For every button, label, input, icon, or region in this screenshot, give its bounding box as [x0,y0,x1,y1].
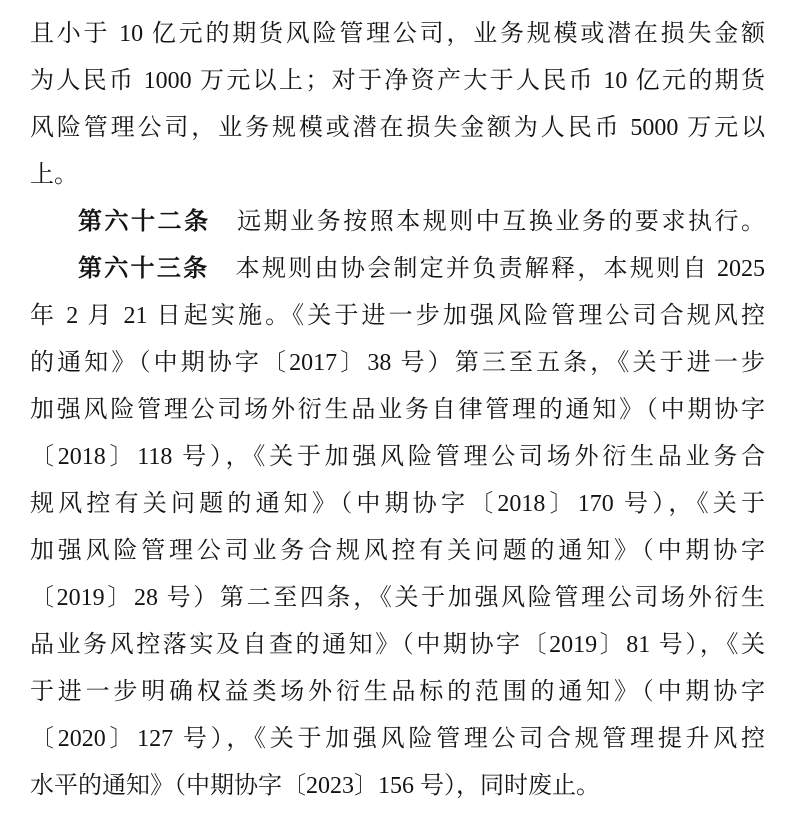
text-line [30,199,765,246]
line-text: 上。 [30,162,78,188]
text-line [30,716,765,763]
text-line [30,11,765,58]
text-line [30,340,765,387]
line-text: 且小于 10 亿元的期货风险管理公司，业务规模或潜在损失金额 [30,21,765,47]
line-text: 远期业务按照本规则中互换业务的要求执行。 [210,209,765,235]
article-number: 第六十二条 [78,209,211,235]
text-line [30,246,765,293]
line-text: 加强风险管理公司场外衍生品业务自律管理的通知》（中期协字 [30,397,765,423]
text-line [30,622,765,669]
line-text: 风险管理公司，业务规模或潜在损失金额为人民币 5000 万元以 [30,115,765,141]
text-line [30,58,765,105]
text-line [30,669,765,716]
text-line [30,528,765,575]
text-line [30,575,765,622]
text-line [30,152,765,199]
line-text: 规风控有关问题的通知》（中期协字〔2018〕170 号），《关于 [30,491,765,517]
line-text: 〔2018〕118 号），《关于加强风险管理公司场外衍生品业务合 [30,444,765,470]
line-text: 于进一步明确权益类场外衍生品标的范围的通知》（中期协字 [30,679,765,705]
line-text: 〔2019〕28 号）第二至四条，《关于加强风险管理公司场外衍生 [30,585,765,611]
text-line [30,387,765,434]
text-line [30,481,765,528]
text-line [30,763,765,810]
line-text: 品业务风控落实及自查的通知》（中期协字〔2019〕81 号），《关 [30,632,765,658]
line-text: 本规则由协会制定并负责解释，本规则自 2025 [209,256,765,282]
line-text: 为人民币 1000 万元以上；对于净资产大于人民币 10 亿元的期货 [30,68,765,94]
line-text: 加强风险管理公司业务合规风控有关问题的通知》（中期协字 [30,538,765,564]
text-line [30,293,765,340]
line-text: 的通知》（中期协字〔2017〕38 号）第三至五条，《关于进一步 [30,350,765,376]
line-text: 年 2 月 21 日起实施。《关于进一步加强风险管理公司合规风控 [30,303,765,329]
line-text: 水平的通知》（中期协字〔2023〕156 号），同时废止。 [30,773,600,799]
article-number: 第六十三条 [78,256,210,282]
text-line [30,105,765,152]
text-line [30,434,765,481]
line-text: 〔2020〕127 号），《关于加强风险管理公司合规管理提升风控 [30,726,765,752]
